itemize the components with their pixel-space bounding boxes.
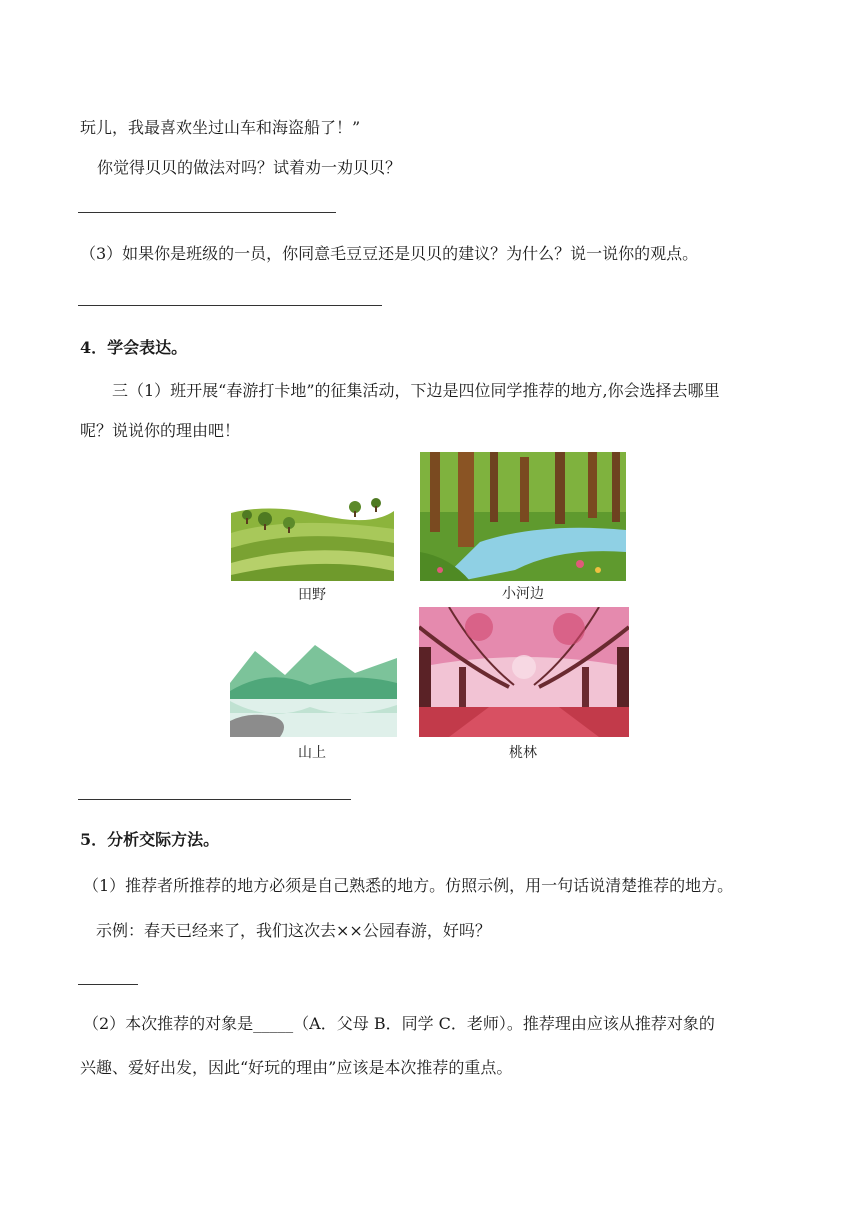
question-5-para-2: （2）本次推荐的对象是_____（A．父母 B．同学 C．老师）。推荐理由应该从推荐对象的 xyxy=(83,1014,715,1033)
answer-line-2 xyxy=(78,305,382,306)
caption-field: 田野 xyxy=(298,587,326,603)
answer-line-1 xyxy=(78,212,336,213)
question-3-text: （3）如果你是班级的一员，你同意毛豆豆还是贝贝的建议？为什么？说一说你的观点。 xyxy=(80,244,699,263)
answer-line-3 xyxy=(78,799,351,800)
answer-line-4 xyxy=(78,984,138,985)
caption-mountain: 山上 xyxy=(298,745,326,761)
question-4-para-2: 呢？说说你的理由吧！ xyxy=(80,421,241,440)
caption-peach: 桃林 xyxy=(509,745,537,761)
question-5-para-1: （1）推荐者所推荐的地方必须是自己熟悉的地方。仿照示例，用一句话说清楚推荐的地方。 xyxy=(83,876,734,895)
field-image xyxy=(231,493,394,581)
question-4-title: 4．学会表达。 xyxy=(80,338,188,357)
peach-grove-image xyxy=(419,607,629,737)
text-line-1: 玩儿，我最喜欢坐过山车和海盗船了！” xyxy=(80,118,361,137)
text-line-2: 你觉得贝贝的做法对吗？试着劝一劝贝贝？ xyxy=(97,158,402,177)
question-5-example: 示例：春天已经来了，我们这次去××公园春游，好吗？ xyxy=(96,921,491,940)
question-5-title: 5．分析交际方法。 xyxy=(80,830,220,849)
question-4-para-1: 三（1）班开展“春游打卡地”的征集活动，下边是四位同学推荐的地方,你会选择去哪里 xyxy=(112,381,720,400)
river-image xyxy=(420,452,626,581)
question-5-para-3: 兴趣、爱好出发，因此“好玩的理由”应该是本次推荐的重点。 xyxy=(80,1058,513,1077)
mountain-image xyxy=(230,633,397,737)
caption-river: 小河边 xyxy=(502,586,544,602)
